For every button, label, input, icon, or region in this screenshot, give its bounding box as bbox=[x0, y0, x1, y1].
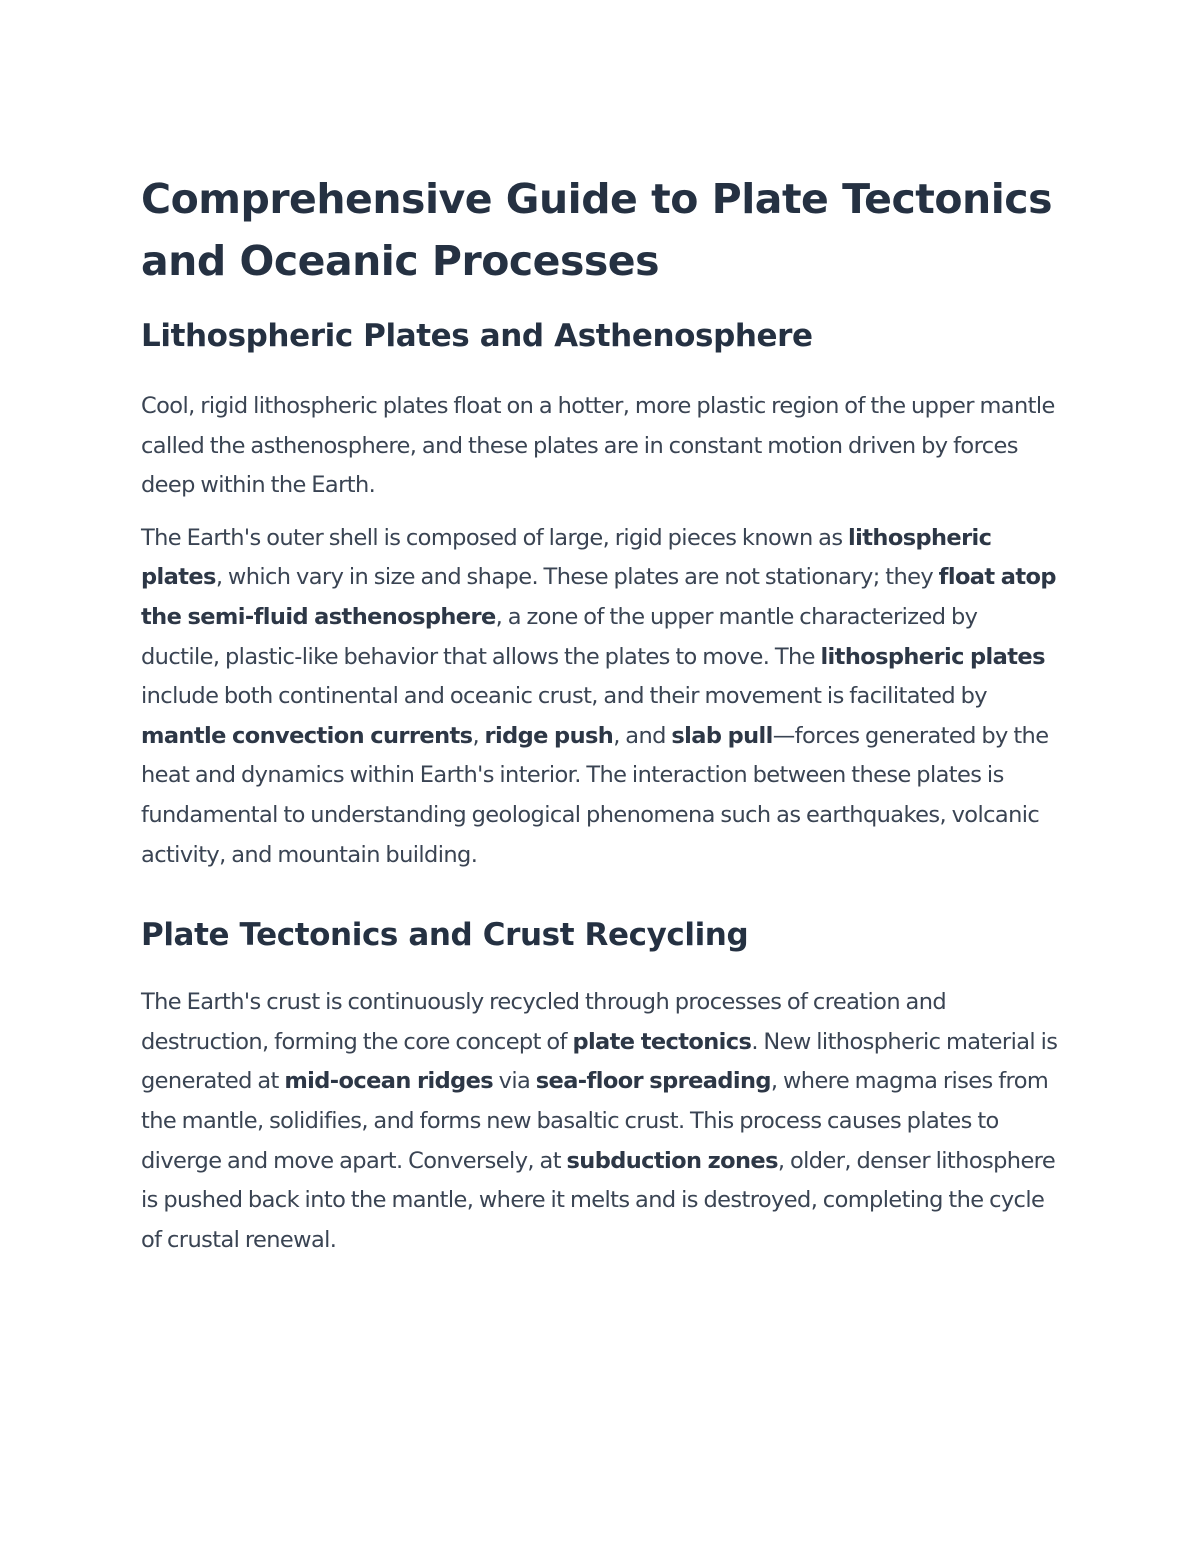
body-text: , a zone of the upper mantle characterized by ductile, plastic-like behavior that allows the plates to move. The bbox=[141, 603, 978, 670]
body-text: The Earth's outer shell is composed of large, rigid pieces known as bbox=[141, 524, 849, 551]
section-summary-paragraph: Cool, rigid lithospheric plates float on a hotter, more plastic region of the upper mantle called the asthenosphere, and these plates are in constant motion driven by forces deep within the Earth. bbox=[141, 393, 1055, 499]
bold-term: mantle convection currents bbox=[141, 722, 473, 749]
bold-term: float atop the semi-fluid asthenosphere bbox=[141, 564, 1056, 630]
body-text: , which vary in size and shape. These plates are not stationary; they bbox=[215, 564, 939, 591]
body-text: , older, denser lithosphere is pushed back into the mantle, where it melts and is destroyed, completing the cycle of crustal renewal. bbox=[141, 1147, 1056, 1253]
section-body-paragraph bbox=[141, 519, 1061, 875]
bold-term: ridge push bbox=[484, 722, 614, 749]
section-heading-lithospheric-plates: Lithospheric Plates and Asthenosphere bbox=[141, 318, 813, 354]
bold-term: slab pull bbox=[671, 722, 773, 749]
bold-term: sea-floor spreading bbox=[535, 1068, 771, 1095]
document-page bbox=[141, 168, 1061, 1260]
bold-term: plate tectonics bbox=[572, 1028, 752, 1055]
document-title: Comprehensive Guide to Plate Tectonics and Oceanic Processes bbox=[141, 175, 1052, 285]
bold-term: lithospheric plates bbox=[141, 524, 992, 591]
bold-term: lithospheric plates bbox=[820, 643, 1045, 670]
body-text: , where magma rises from the mantle, solidifies, and forms new basaltic crust. This process causes plates to diverge and move apart. Conversely, at bbox=[141, 1068, 1049, 1174]
body-text: . New lithospheric material is generated at bbox=[141, 1028, 1058, 1095]
body-text: The Earth's crust is continuously recycled through processes of creation and destruction, forming the core concept of bbox=[141, 989, 947, 1055]
bold-term: subduction zones bbox=[566, 1147, 778, 1174]
section-body-paragraph bbox=[141, 983, 1061, 1260]
body-text: via bbox=[493, 1068, 536, 1095]
body-text: —forces generated by the heat and dynamics within Earth's interior. The interaction between these plates is fundamental to understanding geological phenomena such as earthquakes, volcanic activity, and mountain building. bbox=[141, 722, 1049, 868]
body-text: , bbox=[472, 722, 485, 749]
body-text: include both continental and oceanic crust, and their movement is facilitated by bbox=[141, 683, 987, 710]
section-heading-crust-recycling: Plate Tectonics and Crust Recycling bbox=[141, 917, 749, 954]
body-text: , and bbox=[613, 722, 672, 749]
bold-term: mid-ocean ridges bbox=[284, 1068, 494, 1095]
